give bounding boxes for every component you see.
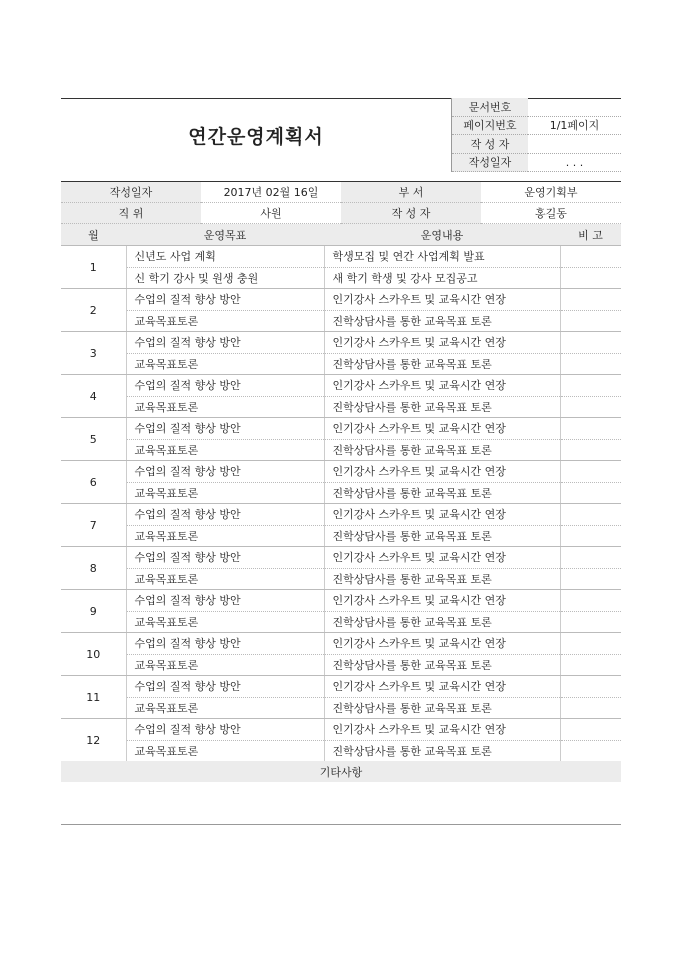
month-cell: 5: [61, 418, 126, 461]
goal-cell[interactable]: 교육목표토론: [126, 740, 324, 762]
note-cell[interactable]: [560, 547, 621, 569]
header-month: 월: [61, 224, 126, 246]
table-row: [61, 310, 621, 332]
table-row: [61, 461, 621, 483]
etc-section-label: 기타사항: [61, 761, 621, 782]
document-header: [61, 98, 621, 172]
table-row: [61, 719, 621, 741]
table-row: [61, 611, 621, 633]
table-row: [61, 654, 621, 676]
note-cell[interactable]: [560, 353, 621, 375]
meta-label-page-number: 페이지번호: [452, 116, 529, 135]
goal-cell[interactable]: 교육목표토론: [126, 310, 324, 332]
goal-cell[interactable]: 수업의 질적 향상 방안: [126, 418, 324, 440]
meta-value-author[interactable]: [528, 135, 621, 154]
document-title: 연간운영계획서: [188, 125, 324, 148]
meta-label-author: 작 성 자: [452, 135, 529, 154]
note-cell[interactable]: [560, 719, 621, 741]
table-row: [61, 396, 621, 418]
month-cell: 12: [61, 719, 126, 762]
header-note: 비 고: [560, 224, 621, 246]
meta-label-doc-number: 문서번호: [452, 98, 529, 116]
info-dept-value[interactable]: 운영기획부: [481, 182, 621, 203]
goal-cell[interactable]: 수업의 질적 향상 방안: [126, 332, 324, 354]
content-cell[interactable]: 인기강사 스카우트 및 교육시간 연장: [324, 461, 560, 483]
goal-cell[interactable]: 수업의 질적 향상 방안: [126, 504, 324, 526]
goal-cell[interactable]: 교육목표토론: [126, 697, 324, 719]
goal-cell[interactable]: 교육목표토론: [126, 353, 324, 375]
content-cell[interactable]: 인기강사 스카우트 및 교육시간 연장: [324, 289, 560, 311]
header-goal: 운영목표: [126, 224, 324, 246]
content-cell[interactable]: 진학상담사를 통한 교육목표 토론: [324, 482, 560, 504]
table-row: [61, 568, 621, 590]
plan-table-body: [61, 246, 621, 762]
plan-table: [61, 224, 621, 762]
content-cell[interactable]: 진학상담사를 통한 교육목표 토론: [324, 611, 560, 633]
table-row: [61, 633, 621, 655]
note-cell[interactable]: [560, 504, 621, 526]
goal-cell[interactable]: 수업의 질적 향상 방안: [126, 289, 324, 311]
goal-cell[interactable]: 수업의 질적 향상 방안: [126, 719, 324, 741]
month-cell: 1: [61, 246, 126, 289]
goal-cell[interactable]: 신 학기 강사 및 원생 충원: [126, 267, 324, 289]
month-cell: 4: [61, 375, 126, 418]
info-position-value[interactable]: 사원: [201, 203, 341, 224]
content-cell[interactable]: 인기강사 스카우트 및 교육시간 연장: [324, 676, 560, 698]
meta-value-doc-number[interactable]: [528, 98, 621, 116]
goal-cell[interactable]: 교육목표토론: [126, 611, 324, 633]
note-cell[interactable]: [560, 740, 621, 762]
note-cell[interactable]: [560, 396, 621, 418]
goal-cell[interactable]: 신년도 사업 계획: [126, 246, 324, 268]
table-row: [61, 353, 621, 375]
table-row: [61, 676, 621, 698]
info-position-label: 직 위: [61, 203, 201, 224]
month-cell: 3: [61, 332, 126, 375]
content-cell[interactable]: 진학상담사를 통한 교육목표 토론: [324, 697, 560, 719]
note-cell[interactable]: [560, 525, 621, 547]
goal-cell[interactable]: 교육목표토론: [126, 654, 324, 676]
table-row: [61, 289, 621, 311]
content-cell[interactable]: 새 학기 학생 및 강사 모집공고: [324, 267, 560, 289]
note-cell[interactable]: [560, 332, 621, 354]
note-cell[interactable]: [560, 697, 621, 719]
month-cell: 8: [61, 547, 126, 590]
table-row: [61, 375, 621, 397]
note-cell[interactable]: [560, 654, 621, 676]
month-cell: 6: [61, 461, 126, 504]
content-cell[interactable]: 인기강사 스카우트 및 교육시간 연장: [324, 375, 560, 397]
info-date-label: 작성일자: [61, 182, 201, 203]
table-row: [61, 482, 621, 504]
content-cell[interactable]: 진학상담사를 통한 교육목표 토론: [324, 310, 560, 332]
bottom-rule: [61, 824, 621, 825]
goal-cell[interactable]: 교육목표토론: [126, 482, 324, 504]
content-cell[interactable]: 학생모집 및 연간 사업계획 발표: [324, 246, 560, 268]
note-cell[interactable]: [560, 590, 621, 612]
table-row: [61, 547, 621, 569]
info-author-value[interactable]: 홍길동: [481, 203, 621, 224]
content-cell[interactable]: 인기강사 스카우트 및 교육시간 연장: [324, 418, 560, 440]
content-cell[interactable]: 인기강사 스카우트 및 교육시간 연장: [324, 590, 560, 612]
goal-cell[interactable]: 교육목표토론: [126, 525, 324, 547]
meta-value-date[interactable]: . . .: [528, 153, 621, 172]
content-cell[interactable]: 진학상담사를 통한 교육목표 토론: [324, 654, 560, 676]
table-row: [61, 246, 621, 268]
goal-cell[interactable]: 수업의 질적 향상 방안: [126, 676, 324, 698]
note-cell[interactable]: [560, 375, 621, 397]
note-cell[interactable]: [560, 611, 621, 633]
month-cell: 10: [61, 633, 126, 676]
table-row: [61, 697, 621, 719]
note-cell[interactable]: [560, 246, 621, 268]
info-date-value[interactable]: 2017년 02월 16일: [201, 182, 341, 203]
goal-cell[interactable]: 수업의 질적 향상 방안: [126, 375, 324, 397]
header-content: 운영내용: [324, 224, 560, 246]
note-cell[interactable]: [560, 310, 621, 332]
note-cell[interactable]: [560, 676, 621, 698]
table-row: [61, 332, 621, 354]
month-cell: 2: [61, 289, 126, 332]
content-cell[interactable]: 진학상담사를 통한 교육목표 토론: [324, 568, 560, 590]
content-cell[interactable]: 진학상담사를 통한 교육목표 토론: [324, 740, 560, 762]
meta-label-date: 작성일자: [452, 153, 529, 172]
note-cell[interactable]: [560, 439, 621, 461]
meta-value-page-number: 1/1페이지: [528, 116, 621, 135]
table-row: [61, 590, 621, 612]
note-cell[interactable]: [560, 461, 621, 483]
table-row: [61, 439, 621, 461]
goal-cell[interactable]: 수업의 질적 향상 방안: [126, 461, 324, 483]
content-cell[interactable]: 인기강사 스카우트 및 교육시간 연장: [324, 332, 560, 354]
content-cell[interactable]: 인기강사 스카우트 및 교육시간 연장: [324, 504, 560, 526]
content-cell[interactable]: 인기강사 스카우트 및 교육시간 연장: [324, 633, 560, 655]
month-cell: 9: [61, 590, 126, 633]
month-cell: 7: [61, 504, 126, 547]
goal-cell[interactable]: 수업의 질적 향상 방안: [126, 633, 324, 655]
table-row: [61, 740, 621, 762]
info-author-label: 작 성 자: [341, 203, 481, 224]
goal-cell[interactable]: 수업의 질적 향상 방안: [126, 590, 324, 612]
content-cell[interactable]: 인기강사 스카우트 및 교육시간 연장: [324, 547, 560, 569]
content-cell[interactable]: 진학상담사를 통한 교육목표 토론: [324, 353, 560, 375]
note-cell[interactable]: [560, 568, 621, 590]
content-cell[interactable]: 진학상담사를 통한 교육목표 토론: [324, 525, 560, 547]
info-table: [61, 181, 621, 224]
table-row: [61, 418, 621, 440]
goal-cell[interactable]: 수업의 질적 향상 방안: [126, 547, 324, 569]
goal-cell[interactable]: 교육목표토론: [126, 396, 324, 418]
note-cell[interactable]: [560, 633, 621, 655]
content-cell[interactable]: 인기강사 스카우트 및 교육시간 연장: [324, 719, 560, 741]
goal-cell[interactable]: 교육목표토론: [126, 439, 324, 461]
document-meta-table: [451, 98, 621, 172]
note-cell[interactable]: [560, 418, 621, 440]
note-cell[interactable]: [560, 289, 621, 311]
table-row: [61, 525, 621, 547]
table-row: [61, 267, 621, 289]
note-cell[interactable]: [560, 482, 621, 504]
content-cell[interactable]: 진학상담사를 통한 교육목표 토론: [324, 439, 560, 461]
info-dept-label: 부 서: [341, 182, 481, 203]
note-cell[interactable]: [560, 267, 621, 289]
content-cell[interactable]: 진학상담사를 통한 교육목표 토론: [324, 396, 560, 418]
month-cell: 11: [61, 676, 126, 719]
goal-cell[interactable]: 교육목표토론: [126, 568, 324, 590]
table-row: [61, 504, 621, 526]
